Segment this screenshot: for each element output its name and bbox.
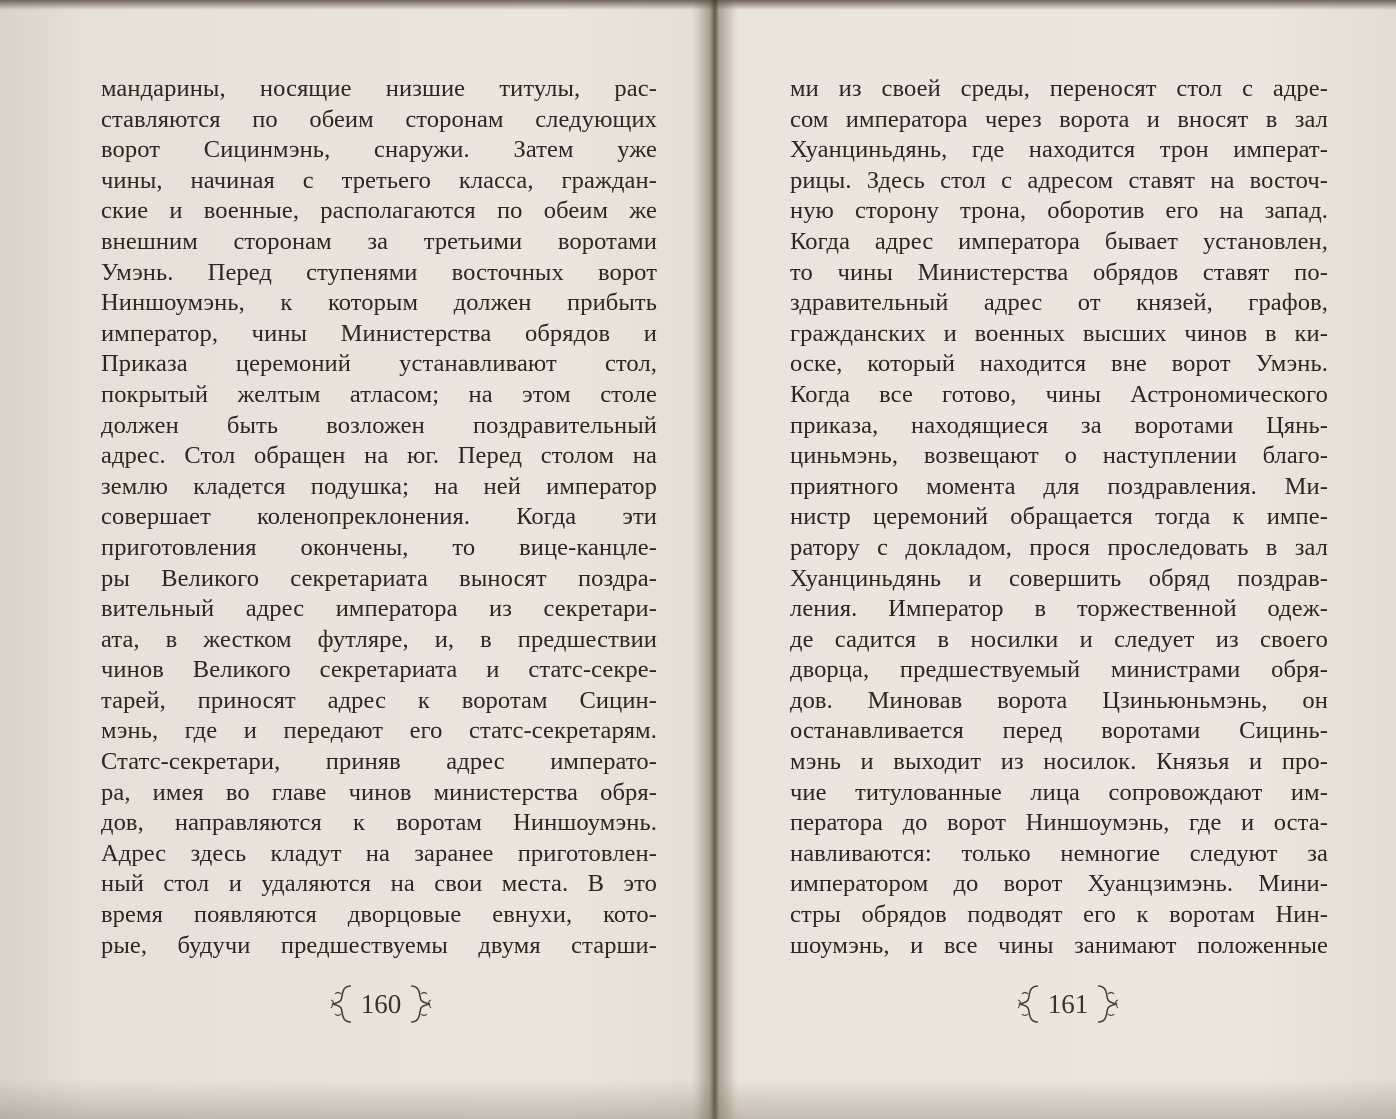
- text-line: дов. Миновав ворота Цзиньюньмэнь, он: [790, 686, 1328, 714]
- text-line: сом императора через ворота и вносят в зал: [790, 105, 1328, 133]
- text-line: здравительный адрес от князей, графов,: [790, 289, 1328, 317]
- page-number: 161: [1047, 988, 1089, 1019]
- text-line: ную сторону трона, оборотив его на запад.: [790, 197, 1328, 225]
- left-page-text: [101, 74, 657, 961]
- text-line: мандарины, носящие низшие титулы, рас-: [101, 75, 657, 102]
- text-line: мэнь и выходит из носилок. Князья и про-: [790, 748, 1328, 776]
- text-line: то чины Министерства обрядов ставят по-: [790, 258, 1328, 286]
- text-line: нистр церемоний обращается тогда к импе-: [790, 503, 1328, 531]
- text-line: ставляются по обеим сторонам следующих: [101, 105, 657, 133]
- text-line: землю кладется подушка; на ней император: [101, 472, 657, 500]
- text-line: Умэнь. Перед ступенями восточных ворот: [101, 258, 657, 286]
- text-line: оске, который находится вне ворот Умэнь.: [790, 350, 1328, 378]
- text-line: Хуанциньдянь, где находится трон императ-: [790, 136, 1328, 164]
- text-line: дворца, предшествуемый министрами обря-: [790, 656, 1328, 684]
- right-ornament-icon: [1092, 982, 1120, 1026]
- right-page-text: [790, 74, 1328, 961]
- text-line: ские и военные, располагаются по обеим же: [101, 197, 657, 225]
- text-line: чинов Великого секретариата и статс-секре-: [101, 656, 657, 684]
- text-line: чины, начиная с третьего класса, граждан-: [101, 166, 657, 194]
- text-line: приготовления окончены, то вице-канцле-: [101, 533, 657, 561]
- text-line: стры обрядов подводят его к воротам Нин-: [790, 901, 1328, 929]
- text-line: приятного момента для поздравления. Ми-: [790, 472, 1328, 500]
- text-line: Приказа церемоний устанавливают стол,: [101, 350, 657, 378]
- text-line: ратору с докладом, прося проследовать в зал: [790, 533, 1328, 561]
- text-line: останавливается перед воротами Сицинь-: [790, 717, 1328, 745]
- text-line: ворот Сицинмэнь, снаружи. Затем уже: [101, 136, 657, 164]
- text-line: должен быть возложен поздравительный: [101, 411, 657, 439]
- text-line: навливаются: только немногие следуют за: [790, 839, 1328, 867]
- text-line: шоумэнь, и все чины занимают положенные: [790, 931, 1328, 959]
- text-line: де садится в носилки и следует из своего: [790, 625, 1328, 653]
- text-line: Хуанциньдянь и совершить обряд поздрав-: [790, 564, 1328, 592]
- text-line: Когда все готово, чины Астрономического: [790, 380, 1328, 408]
- right-page-number: [1003, 982, 1133, 1026]
- text-line: рицы. Здесь стол с адресом ставят на восточ-: [790, 166, 1328, 194]
- text-line: вительный адрес императора из секретари-: [101, 595, 657, 623]
- right-ornament-icon: [405, 982, 433, 1026]
- text-line: тарей, приносят адрес к воротам Сицин-: [101, 686, 657, 714]
- text-line: ми из своей среды, переносят стол с адре-: [790, 75, 1328, 102]
- text-line: ператора до ворот Ниншоумэнь, где и оста-: [790, 809, 1328, 837]
- text-line: император, чины Министерства обрядов и: [101, 319, 657, 347]
- left-ornament-icon: [1016, 982, 1044, 1026]
- text-line: дов, направляются к воротам Ниншоумэнь.: [101, 809, 657, 837]
- text-line: ления. Император в торжественной одеж-: [790, 595, 1328, 623]
- page-number: 160: [360, 988, 402, 1019]
- text-line: Адрес здесь кладут на заранее приготовлен-: [101, 839, 657, 867]
- text-line: циньмэнь, возвещают о наступлении благо-: [790, 442, 1328, 470]
- text-line: совершает коленопреклонения. Когда эти: [101, 503, 657, 531]
- text-line: приказа, находящиеся за воротами Цянь-: [790, 411, 1328, 439]
- text-line: рые, будучи предшествуемы двумя старши-: [101, 931, 657, 959]
- text-line: покрытый желтым атласом; на этом столе: [101, 380, 657, 408]
- book-gutter: [692, 0, 736, 1119]
- text-line: Статс-секретари, приняв адрес императо-: [101, 748, 657, 776]
- text-line: мэнь, где и передают его статс-секретарям.: [101, 717, 657, 745]
- text-line: Когда адрес императора бывает установлен,: [790, 227, 1328, 255]
- left-page-number: [316, 982, 446, 1026]
- text-line: ры Великого секретариата выносят поздра-: [101, 564, 657, 592]
- text-line: ра, имея во главе чинов министерства обря-: [101, 778, 657, 806]
- text-line: Ниншоумэнь, к которым должен прибыть: [101, 289, 657, 317]
- text-line: внешним сторонам за третьими воротами: [101, 227, 657, 255]
- text-line: гражданских и военных высших чинов в ки-: [790, 319, 1328, 347]
- text-line: чие титулованные лица сопровождают им-: [790, 778, 1328, 806]
- text-line: императором до ворот Хуанцзимэнь. Мини-: [790, 870, 1328, 898]
- page-bottom-shadow: [0, 1079, 1396, 1119]
- text-line: ата, в жестком футляре, и, в предшествии: [101, 625, 657, 653]
- text-line: ный стол и удаляются на свои места. В это: [101, 870, 657, 898]
- left-ornament-icon: [329, 982, 357, 1026]
- text-line: адрес. Стол обращен на юг. Перед столом на: [101, 442, 657, 470]
- text-line: время появляются дворцовые евнухи, кото-: [101, 901, 657, 929]
